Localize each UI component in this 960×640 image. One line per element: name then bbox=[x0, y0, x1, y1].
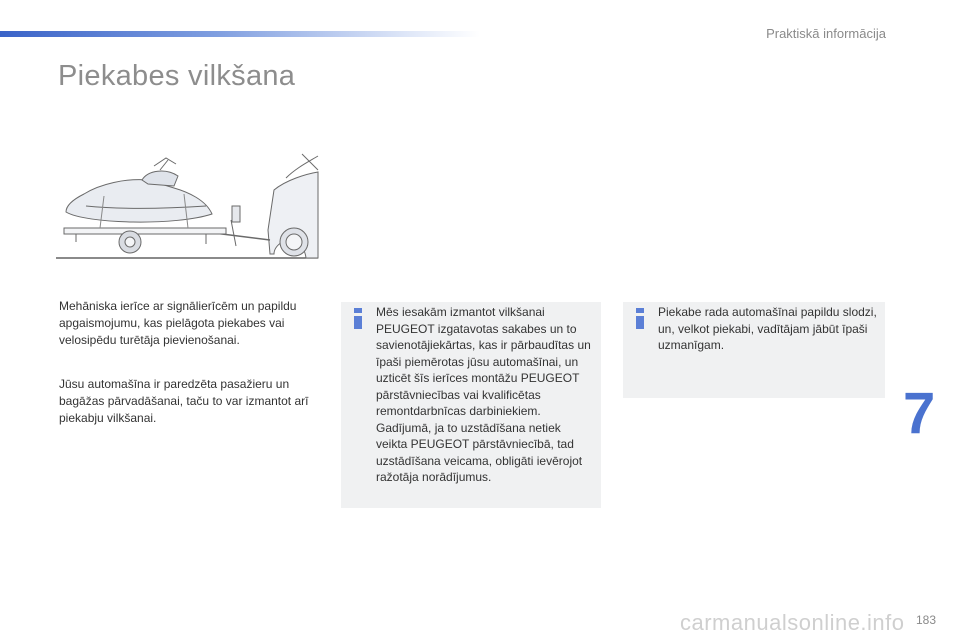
info-box-text: Mēs iesakām izmantot vilkšanai PEUGEOT izgatavotas sakabes un to savienotājiekārtas, kas ir pārbaudītas un īpaši piemērotas jūsu automašīnai, un uzticēt šīs ierīces montāžu PEUGEOT pārstāvniecības vai kvalificētas remontdarbnīcas darbiniekiem. Gadījumā, ja to uzstādīšana netiek veikta PEUGEOT pārstāvniecībā, tad uzstādīšana veicama, obligāti ievērojot ražotāja norādījumus. bbox=[376, 305, 591, 484]
info-icon bbox=[351, 308, 365, 330]
info-box-load-warning bbox=[623, 302, 885, 398]
page-number: 183 bbox=[915, 613, 936, 627]
trailer-with-jetski-icon bbox=[56, 150, 320, 262]
intro-paragraph: Mehāniska ierīce ar signālierīcēm un papildu apgaismojumu, kas pielāgota piekabes vai velosipēdu turētāja pievienošanai. bbox=[59, 299, 297, 347]
watermark: carmanualsonline.info bbox=[680, 610, 905, 635]
info-box-text: Piekabe rada automašīnai papildu slodzi, un, velkot piekabi, vadītājam jābūt īpaši uzmanīgam. bbox=[658, 305, 877, 352]
info-icon bbox=[633, 308, 647, 330]
header-accent-bar bbox=[0, 31, 480, 37]
usage-paragraph: Jūsu automašīna ir paredzēta pasažieru un bagāžas pārvadāšanai, taču to var izmantot arī piekabju vilkšanai. bbox=[59, 377, 309, 425]
info-box-recommendation bbox=[341, 302, 601, 508]
chapter-number: 7 bbox=[903, 381, 936, 446]
page-title: Piekabes vilkšana bbox=[58, 60, 296, 92]
section-title: Praktiskā informācija bbox=[766, 26, 886, 41]
